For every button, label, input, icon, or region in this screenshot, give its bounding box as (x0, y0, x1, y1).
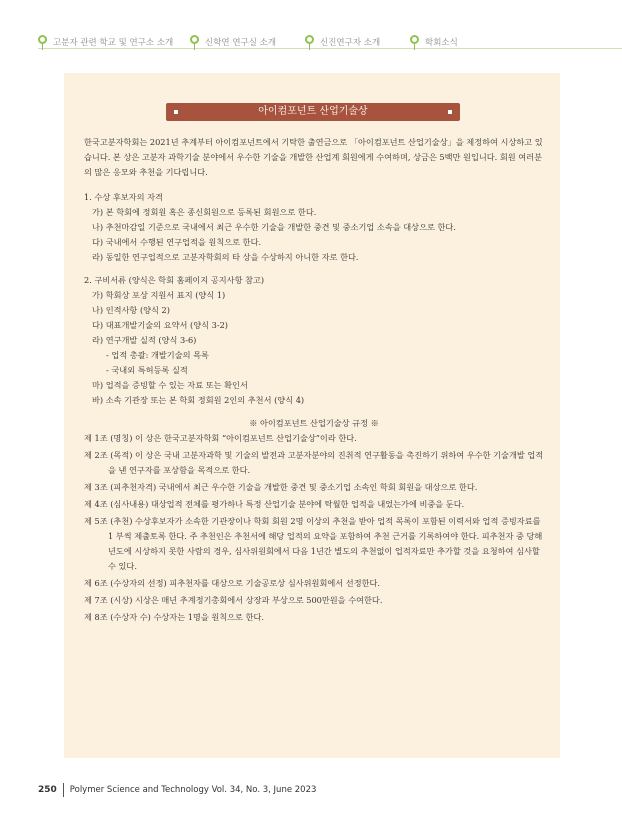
list-item: 가) 본 학회에 정회원 혹은 종신회원으로 등록된 회원으로 한다. (92, 207, 317, 217)
journal-citation: Polymer Science and Technology Vol. 34, No. 3, June 2023 (69, 785, 317, 795)
nav-item-labs[interactable] (190, 35, 276, 49)
list-item: 라) 동일한 연구업적으로 고분자학회의 타 상을 수상하지 아니한 자로 한다. (92, 252, 359, 262)
article-body (84, 135, 544, 627)
list-item: 나) 인적사항 (양식 2) (92, 305, 170, 315)
list-item: 라) 연구개발 실적 (양식 3-6) (92, 335, 197, 345)
nav-item-researchers[interactable] (305, 35, 380, 49)
sub-list-item: - 업적 총괄: 개발기술의 목록 (106, 350, 209, 360)
intro-paragraph: 한국고분자학회는 2021년 추계부터 아이컴포넌트에서 기탁한 출연금으로 「아이컴포넌트 산업기술상」을 제정하여 시상하고 있습니다. 본 상은 고분자 과학기술 분야에서 우수한 기술을 개발한 산업계 회원에게 수여하며, 상금은 5백만 원입니다. 회원 여러분의 많은 응모와 추천을 기다립니다. (84, 137, 543, 177)
location-pin-icon (305, 35, 314, 49)
bullet-square-icon (448, 110, 452, 114)
section-heading: 1. 수상 후보자의 자격 (84, 192, 163, 202)
nav-item-label: 신진연구자 소개 (320, 38, 381, 48)
nav-item-news[interactable] (410, 35, 458, 49)
rule-article: 제 1조 (명칭) 이 상은 한국고분자학회 “아이컴포넌트 산업기술상”이라 한다. (84, 433, 357, 443)
top-nav (0, 0, 622, 56)
nav-item-schools[interactable] (38, 35, 173, 49)
location-pin-icon (410, 35, 419, 49)
page-title: 아이컴포넌트 산업기술상 (258, 106, 368, 117)
bullet-square-icon (174, 110, 178, 114)
list-item: 나) 추천마감일 기준으로 국내에서 최근 우수한 기술을 개발한 중견 및 중소기업 소속을 대상으로 한다. (92, 222, 456, 232)
page-footer (38, 780, 316, 800)
nav-item-label: 신학연 연구실 소개 (205, 38, 277, 48)
rules-title: ※ 아이컴포넌트 산업기술상 규정 ※ (249, 418, 379, 428)
rule-article: 제 8조 (수상자 수) 수상자는 1명을 원칙으로 한다. (84, 612, 264, 622)
list-item: 다) 대표개발기술의 요약서 (양식 3-2) (92, 320, 228, 330)
rule-article: 제 5조 (추천) 수상후보자가 소속한 기관장이나 학회 회원 2명 이상의 추천을 받아 업적 목록이 포함된 이력서와 업적 증빙자료를 1 부씩 제출토록 한다. 주 추천인은 추천서에 해당 업적의 요약을 포함하여 추천 근거를 기록하여야 한다. 피추천자 중 당해년도에 시상하지 못한 사람의 경우, 심사위원회에서 다음 1년간 별도의 추천없이 업적자료만 추가할 것을 요청하여 심사할 수 있다. (84, 516, 543, 571)
rule-article: 제 6조 (수상자의 선정) 피추천자를 대상으로 기술공로상 심사위원회에서 선정한다. (84, 578, 381, 588)
page-number: 250 (38, 785, 57, 795)
nav-item-label: 고분자 관련 학교 및 연구소 소개 (53, 38, 174, 48)
list-item: 바) 소속 기관장 또는 본 학회 정회원 2인의 추천서 (양식 4) (92, 395, 305, 405)
nav-item-label: 학회소식 (425, 38, 458, 48)
location-pin-icon (38, 35, 47, 49)
list-item: 다) 국내에서 수행된 연구업적을 원칙으로 한다. (92, 237, 262, 247)
sub-list-item: - 국내외 특허등록 실적 (106, 365, 188, 375)
rule-article: 제 2조 (목적) 이 상은 국내 고분자과학 및 기술의 발전과 고분자분야의 진취적 연구활동을 촉진하기 위하여 우수한 기술개발 업적을 낸 연구자를 포상함을 목적으로 한다. (84, 450, 544, 475)
location-pin-icon (190, 35, 199, 49)
section-heading: 2. 구비서류 (양식은 학회 홈페이지 공지사항 참고) (84, 275, 265, 285)
rule-article: 제 4조 (심사내용) 대상업적 전체를 평가하나 특정 산업기술 분야에 탁월한 업적을 내었는가에 비중을 둔다. (84, 499, 465, 509)
footer-divider (63, 783, 64, 797)
rule-article: 제 7조 (시상) 시상은 매년 추계정기총회에서 상장과 부상으로 500만원을 수여한다. (84, 595, 383, 605)
rule-article: 제 3조 (피추천자격) 국내에서 최근 우수한 기술을 개발한 중견 및 중소기업 소속인 학회 회원을 대상으로 한다. (84, 482, 478, 492)
section-title-bar (166, 103, 460, 121)
list-item: 마) 업적을 증빙할 수 있는 자료 또는 확인서 (92, 380, 248, 390)
list-item: 가) 학회상 포상 지원서 표지 (양식 1) (92, 290, 226, 300)
